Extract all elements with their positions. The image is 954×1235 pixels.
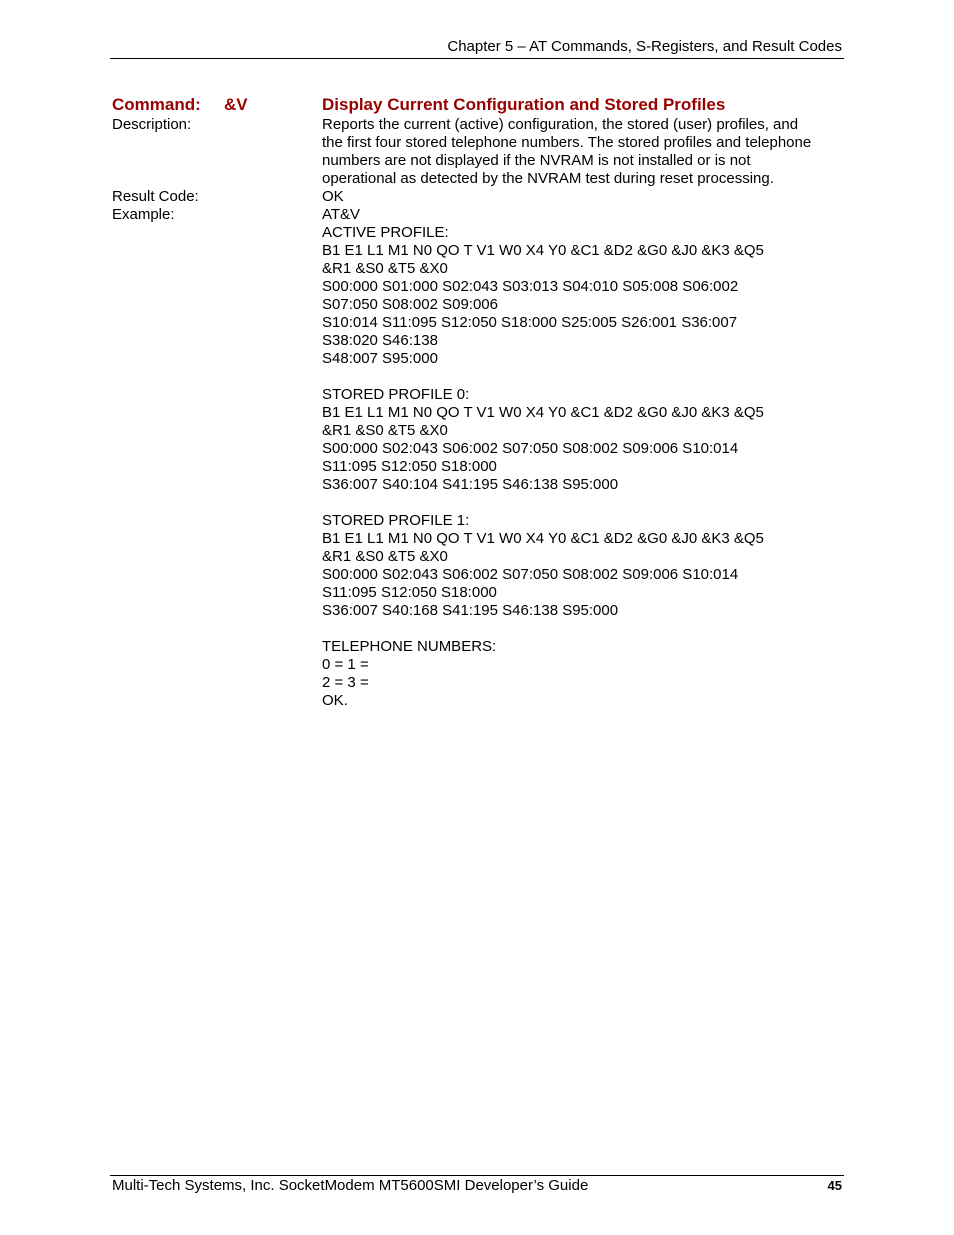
- example-line: 0 = 1 =: [322, 656, 369, 673]
- example-line: [322, 620, 842, 638]
- example-line: S11:095 S12:050 S18:000: [322, 458, 497, 475]
- example-line: [322, 368, 842, 386]
- example-line: S00:000 S01:000 S02:043 S03:013 S04:010 S05:008 S06:002: [322, 278, 739, 295]
- description-label: Description:: [112, 116, 192, 133]
- result-code-value: OK: [322, 188, 344, 205]
- description-line: numbers are not displayed if the NVRAM is not installed or is not: [322, 152, 751, 169]
- page-number: 45: [827, 1178, 842, 1193]
- example-line: 2 = 3 =: [322, 674, 369, 691]
- example-line: S48:007 S95:000: [322, 350, 438, 367]
- example-line: S11:095 S12:050 S18:000: [322, 584, 497, 601]
- example-line: &R1 &S0 &T5 &X0: [322, 260, 448, 277]
- description-line: Reports the current (active) configuration, the stored (user) profiles, and: [322, 116, 799, 133]
- description-line: the first four stored telephone numbers. The stored profiles and telephone: [322, 134, 812, 151]
- command-title: Display Current Configuration and Stored Profiles: [322, 95, 726, 114]
- example-line: S36:007 S40:104 S41:195 S46:138 S95:000: [322, 476, 619, 493]
- example-line: S10:014 S11:095 S12:050 S18:000 S25:005 S26:001 S36:007: [322, 314, 738, 331]
- example-output: [322, 206, 842, 710]
- command-name: &V: [224, 95, 248, 114]
- example-line: STORED PROFILE 0:: [322, 386, 470, 403]
- description-line: operational as detected by the NVRAM test during reset processing.: [322, 170, 774, 187]
- example-line: S07:050 S08:002 S09:006: [322, 296, 498, 313]
- example-line: STORED PROFILE 1:: [322, 512, 470, 529]
- command-label: Command:: [112, 95, 201, 114]
- footer-rule: [110, 1175, 844, 1176]
- example-line: B1 E1 L1 M1 N0 QO T V1 W0 X4 Y0 &C1 &D2 &G0 &J0 &K3 &Q5: [322, 242, 764, 259]
- command-body: [322, 116, 842, 710]
- header-rule: [110, 58, 844, 59]
- example-line: B1 E1 L1 M1 N0 QO T V1 W0 X4 Y0 &C1 &D2 &G0 &J0 &K3 &Q5: [322, 404, 764, 421]
- example-line: ACTIVE PROFILE:: [322, 224, 449, 241]
- example-line: S36:007 S40:168 S41:195 S46:138 S95:000: [322, 602, 619, 619]
- example-line: AT&V: [322, 206, 361, 223]
- footer-text: Multi-Tech Systems, Inc. SocketModem MT5600SMI Developer’s Guide: [112, 1177, 589, 1194]
- result-code-label: Result Code:: [112, 188, 199, 205]
- example-line: &R1 &S0 &T5 &X0: [322, 548, 448, 565]
- running-header: Chapter 5 – AT Commands, S-Registers, and Result Codes: [447, 38, 842, 55]
- example-line: &R1 &S0 &T5 &X0: [322, 422, 448, 439]
- example-line: TELEPHONE NUMBERS:: [322, 638, 497, 655]
- example-line: OK.: [322, 692, 348, 709]
- example-line: B1 E1 L1 M1 N0 QO T V1 W0 X4 Y0 &C1 &D2 &G0 &J0 &K3 &Q5: [322, 530, 764, 547]
- example-line: S00:000 S02:043 S06:002 S07:050 S08:002 S09:006 S10:014: [322, 440, 739, 457]
- example-line: S00:000 S02:043 S06:002 S07:050 S08:002 S09:006 S10:014: [322, 566, 739, 583]
- example-line: S38:020 S46:138: [322, 332, 438, 349]
- example-label: Example:: [112, 206, 175, 223]
- example-line: [322, 494, 842, 512]
- description-text: [322, 116, 842, 188]
